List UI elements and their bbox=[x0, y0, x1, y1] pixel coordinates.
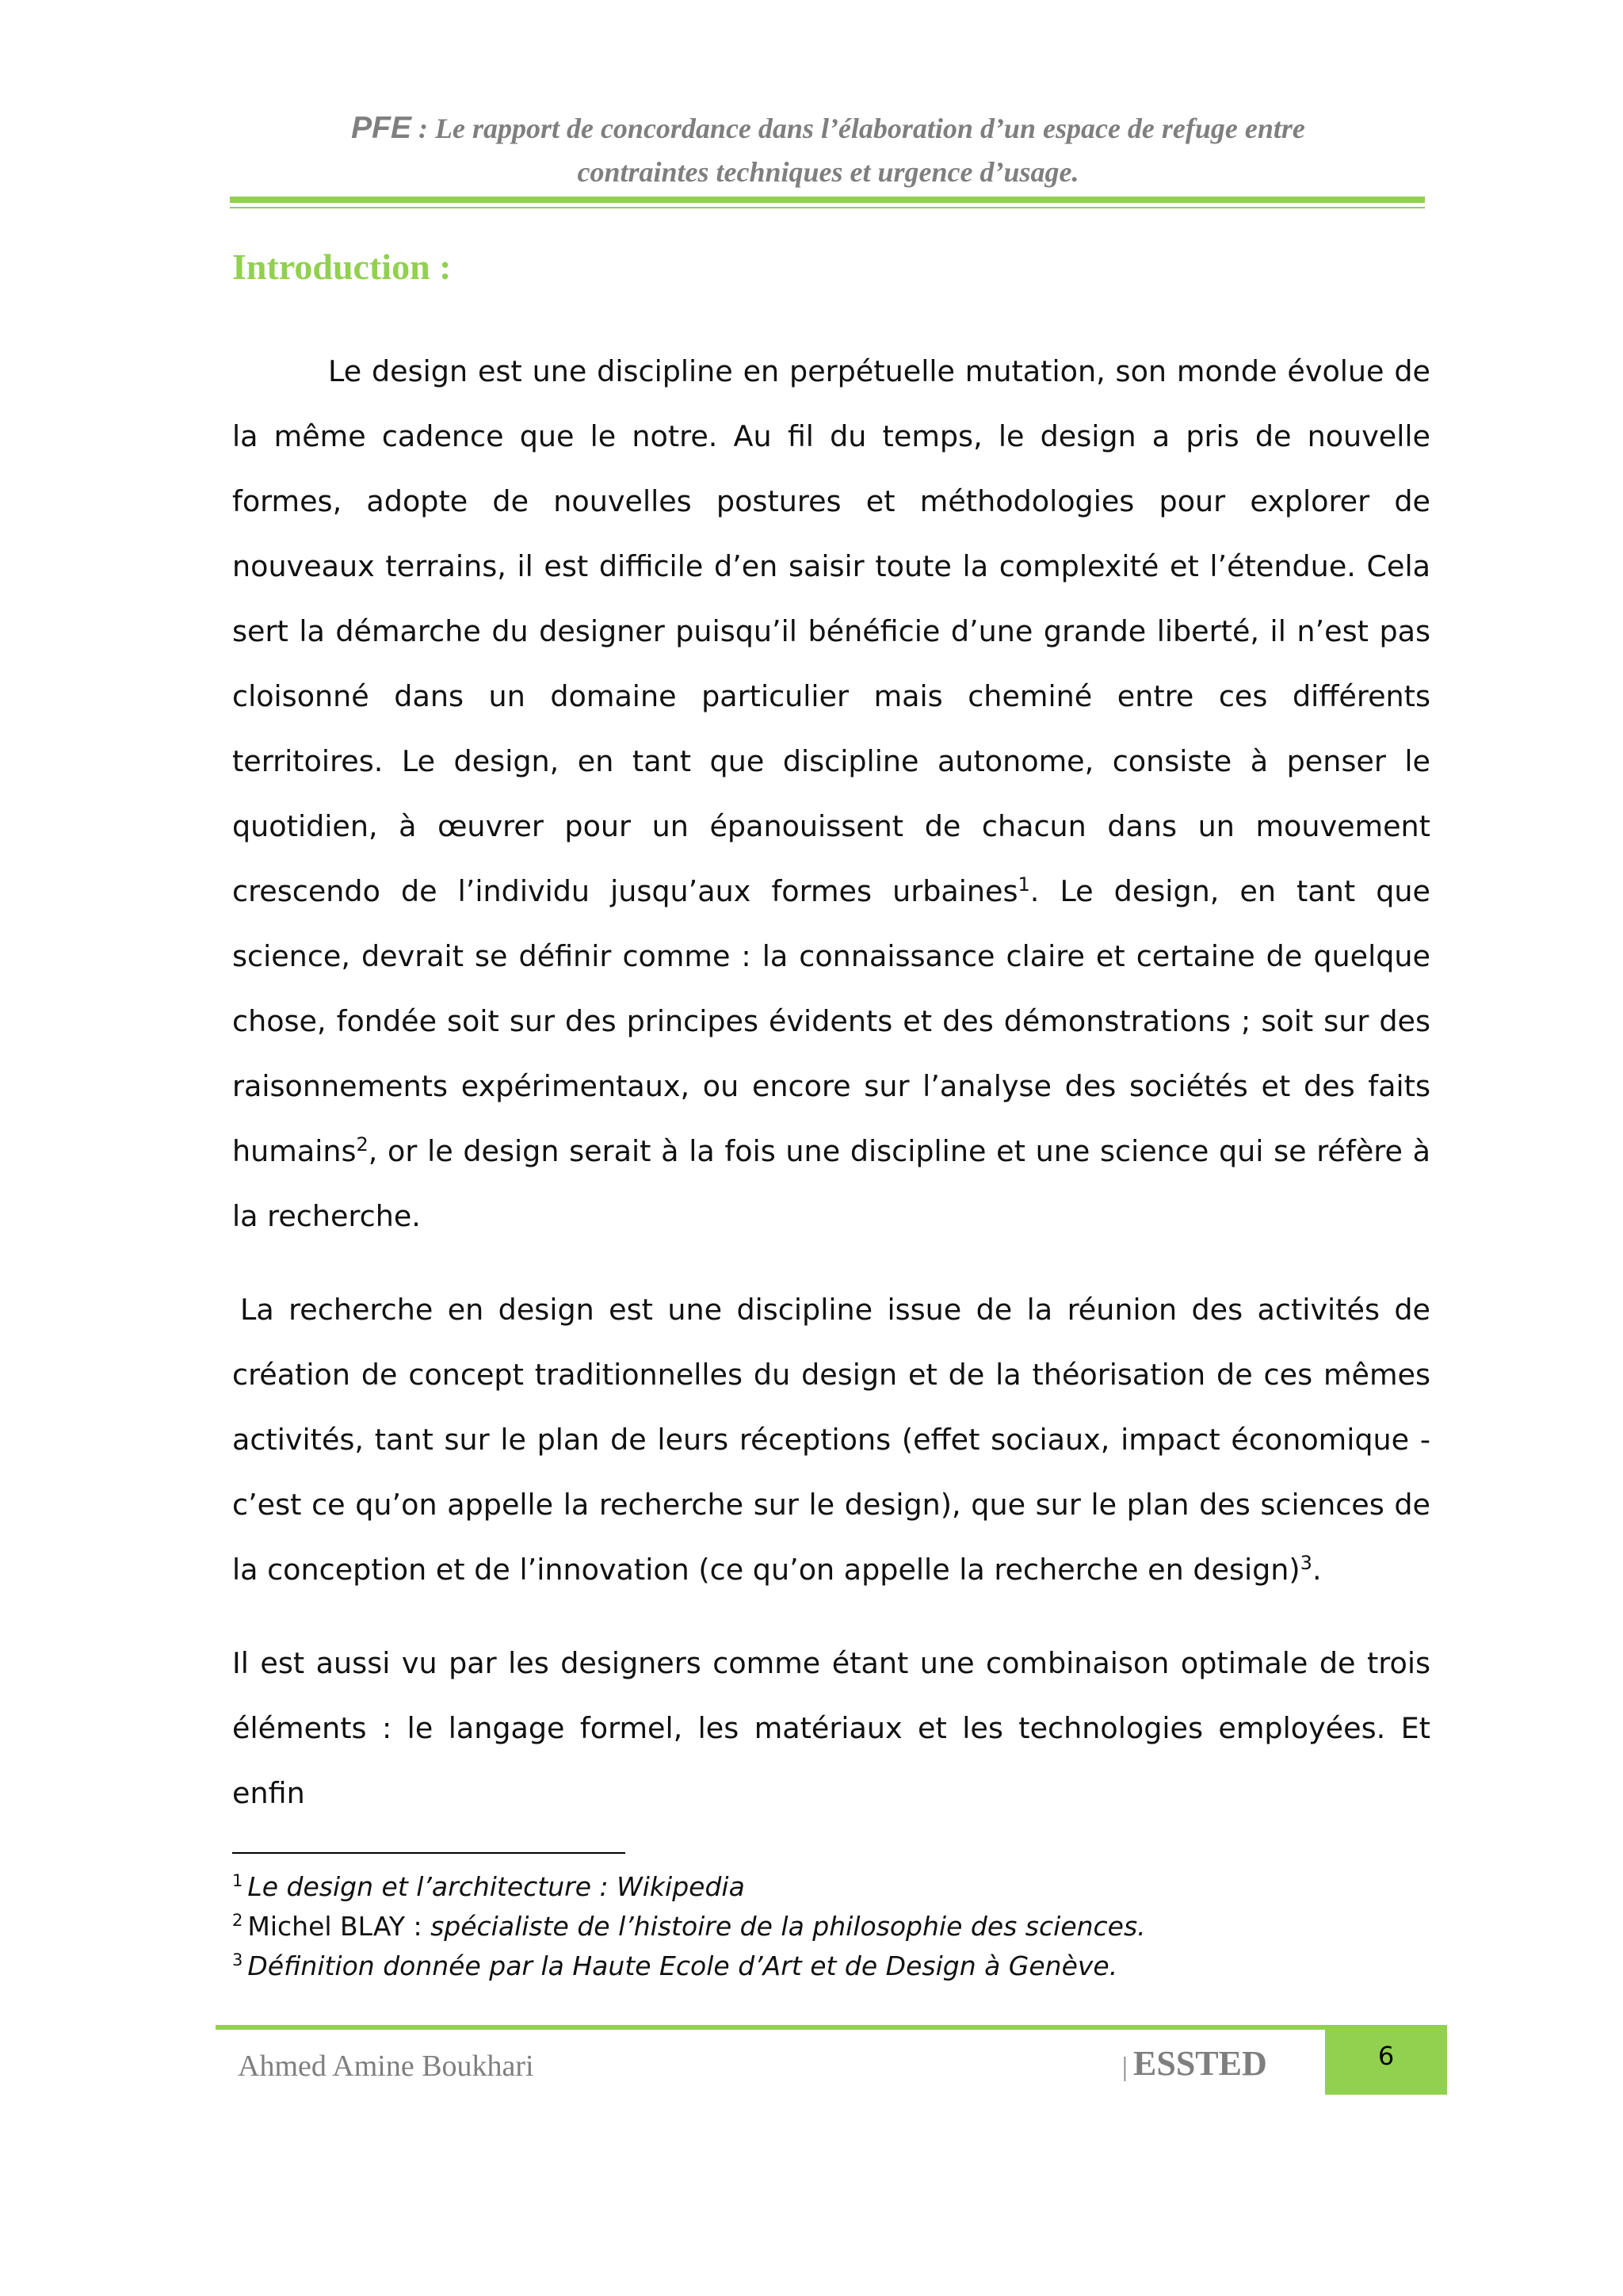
footnote-text-italic: Le design et l’architecture : Wikipedia bbox=[247, 1871, 745, 1902]
header-rule bbox=[230, 197, 1425, 203]
footnote-3 bbox=[232, 1946, 1421, 1986]
footnote-text-italic: spécialiste de l’histoire de la philosophie des sciences. bbox=[430, 1911, 1146, 1942]
paragraph-1-text-b: . Le design, en tant que science, devrait se définir comme : la connaissance claire et certaine de quelque chose, fondée soit sur des principes évidents et des démonstrations ; soit sur des raisonnements expérimentaux, ou encore sur l’analyse des sociétés et des faits humains bbox=[232, 874, 1430, 1168]
footnote-ref-1[interactable]: 1 bbox=[1018, 873, 1030, 896]
footnote-1 bbox=[232, 1867, 1421, 1907]
footnote-number: 2 bbox=[232, 1911, 243, 1930]
footer-school: ESSTED bbox=[1133, 2044, 1267, 2083]
footnote-ref-2[interactable]: 2 bbox=[356, 1133, 369, 1156]
section-title: Introduction : bbox=[232, 246, 452, 287]
paragraph-3: Il est aussi vu par les designers comme étant une combinaison optimale de trois éléments : le langage formel, les matériaux et les technologies employées. Et enfin bbox=[232, 1646, 1430, 1810]
running-header bbox=[230, 109, 1426, 191]
footnote-number: 1 bbox=[232, 1871, 243, 1890]
page-number-box bbox=[1325, 2025, 1447, 2095]
footnote-text-italic: Définition donnée par la Haute Ecole d’Art et de Design à Genève. bbox=[247, 1950, 1118, 1981]
header-prefix: PFE bbox=[351, 111, 411, 145]
header-title-part-1: : Le rapport de concordance dans l’élaboration d’un espace de refuge entre bbox=[411, 113, 1305, 144]
footnotes bbox=[232, 1867, 1421, 1986]
paragraph-2-text-b: . bbox=[1312, 1553, 1322, 1587]
footer-rule bbox=[216, 2025, 1325, 2030]
footer-author: Ahmed Amine Boukhari bbox=[238, 2050, 534, 2083]
footnote-number: 3 bbox=[232, 1950, 243, 1969]
footer-separator: | bbox=[1122, 2053, 1128, 2082]
page-number: 6 bbox=[1377, 2041, 1395, 2071]
paragraph-2-text-a: La recherche en design est une discipline issue de la réunion des activités de création de concept traditionnelles du design et de la théorisation de ces mêmes activités, tant sur le plan de leurs réceptions (effet sociaux, impact économique - c’est ce qu’on appelle la recherche sur le design), que sur le plan des sciences de la conception et de l’innovation (ce qu’on appelle la recherche en design) bbox=[232, 1293, 1430, 1587]
header-line-1 bbox=[230, 109, 1426, 153]
footnote-separator bbox=[232, 1852, 625, 1854]
paragraph-1 bbox=[232, 339, 1430, 1249]
paragraph-1-text-c: , or le design serait à la fois une discipline et une science qui se réfère à la recherche. bbox=[232, 1134, 1430, 1233]
paragraph-2 bbox=[232, 1278, 1430, 1603]
footnote-ref-3[interactable]: 3 bbox=[1300, 1551, 1312, 1574]
footnote-2 bbox=[232, 1907, 1421, 1946]
footnote-text: Michel BLAY : bbox=[247, 1911, 431, 1942]
header-rule-thin bbox=[230, 207, 1425, 208]
header-title-part-2: contraintes techniques et urgence d’usage. bbox=[577, 156, 1079, 188]
paragraph-1-text-a: Le design est une discipline en perpétuelle mutation, son monde évolue de la même cadence que le notre. Au fil du temps, le design a pris de nouvelle formes, adopte de nouvelles postures et méthodologies pour explorer de nouveaux terrains, il est difficile d’en saisir toute la complexité et l’étendue. Cela sert la démarche du designer puisqu’il bénéficie d’une grande liberté, il n’est pas cloisonné dans un domaine particulier mais cheminé entre ces différents territoires. Le design, en tant que discipline autonome, consiste à penser le quotidien, à œuvrer pour un épanouissent de chacun dans un mouvement crescendo de l’individu jusqu’aux formes urbaines bbox=[232, 354, 1430, 908]
body-text bbox=[232, 339, 1430, 1855]
